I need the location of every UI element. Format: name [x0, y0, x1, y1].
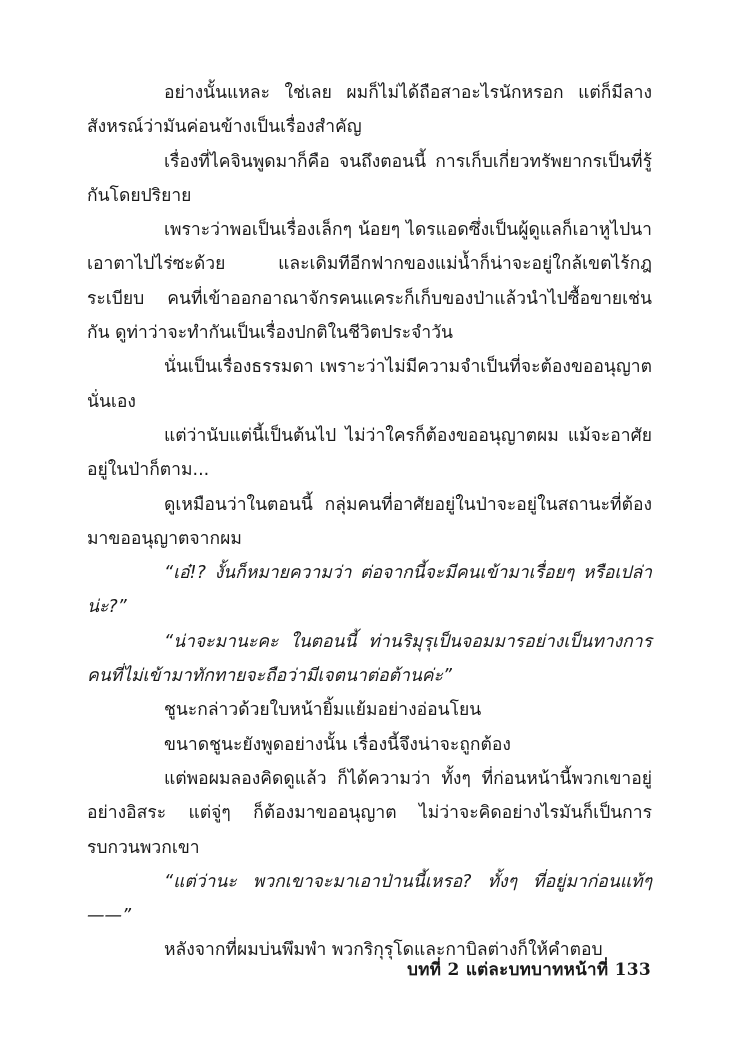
paragraph: ดูเหมือนว่าในตอนนี้ กลุ่มคนที่อาศัยอยู่ในป่าจะอยู่ในสถานะที่ต้องมาขออนุญาตจากผม: [87, 494, 652, 549]
paragraph: เรื่องที่ไคจินพูดมาก็คือ จนถึงตอนนี้ การเก็บเกี่ยวทรัพยากรเป็นที่รู้กันโดยปริยาย: [87, 151, 652, 206]
paragraph: อย่างนั้นแหละ ใช่เลย ผมก็ไม่ได้ถือสาอะไรนักหรอก แต่ก็มีลางสังหรณ์ว่ามันค่อนข้างเป็นเรื่องสำคัญ: [87, 83, 652, 138]
paragraph: แต่ว่านับแต่นี้เป็นต้นไป ไม่ว่าใครก็ต้องขออนุญาตผม แม้จะอาศัยอยู่ในป่าก็ตาม...: [87, 425, 652, 481]
page-footer: บทที่ 2 แต่ละบทบาทหน้าที่ 133: [407, 960, 651, 980]
dialog-paragraph: “เอ๋!? งั้นก็หมายความว่า ต่อจากนี้จะมีคนเข้ามาเรื่อยๆ หรือเปล่าน่ะ?”: [87, 563, 652, 618]
dialog-paragraph: “น่าจะมานะคะ ในตอนนี้ ท่านริมุรุเป็นจอมมารอย่างเป็นทางการ คนที่ไม่เข้ามาทักทายจะถือว่ามีเจตนาต่อต้านค่ะ”: [87, 631, 652, 687]
paragraph: ชูนะกล่าวด้วยใบหน้ายิ้มแย้มอย่างอ่อนโยน: [164, 700, 482, 721]
paragraph: แต่พอผมลองคิดดูแล้ว ก็ได้ความว่า ทั้งๆ ที่ก่อนหน้านี้พวกเขาอยู่อย่างอิสระ แต่จู่ๆ ก็ต้องมาขออนุญาต ไม่ว่าจะคิดอย่างไรมันก็เป็นการรบกวนพวกเขา: [87, 768, 652, 858]
paragraph: เพราะว่าพอเป็นเรื่องเล็กๆ น้อยๆ ไดรแอดซึ่งเป็นผู้ดูแลก็เอาหูไปนาเอาตาไปไร่ซะด้วย และเดิมทีอีกฟากของแม่น้ำก็น่าจะอยู่ใกล้เขตไร้กฎระเบียบ คนที่เข้าออกอาณาจักรคนแคระก็เก็บของป่าแล้วนำไปซื้อขายเช่นกัน ดูท่าว่าจะทำกันเป็นเรื่องปกติในชีวิตประจำวัน: [87, 220, 652, 344]
paragraph: นั่นเป็นเรื่องธรรมดา เพราะว่าไม่มีความจำเป็นที่จะต้องขออนุญาตนั่นเอง: [87, 357, 652, 412]
document-body: [87, 76, 652, 968]
paragraph: ขนาดชูนะยังพูดอย่างนั้น เรื่องนี้จึงน่าจะถูกต้อง: [164, 734, 511, 755]
paragraph: หลังจากที่ผมบ่นพึมพำ พวกริกุรุโดและกาบิลต่างก็ให้คำตอบ: [164, 940, 603, 961]
dialog-paragraph: “แต่ว่านะ พวกเขาจะมาเอาป่านนี้เหรอ? ทั้งๆ ที่อยู่มาก่อนแท้ๆ——”: [87, 871, 652, 927]
